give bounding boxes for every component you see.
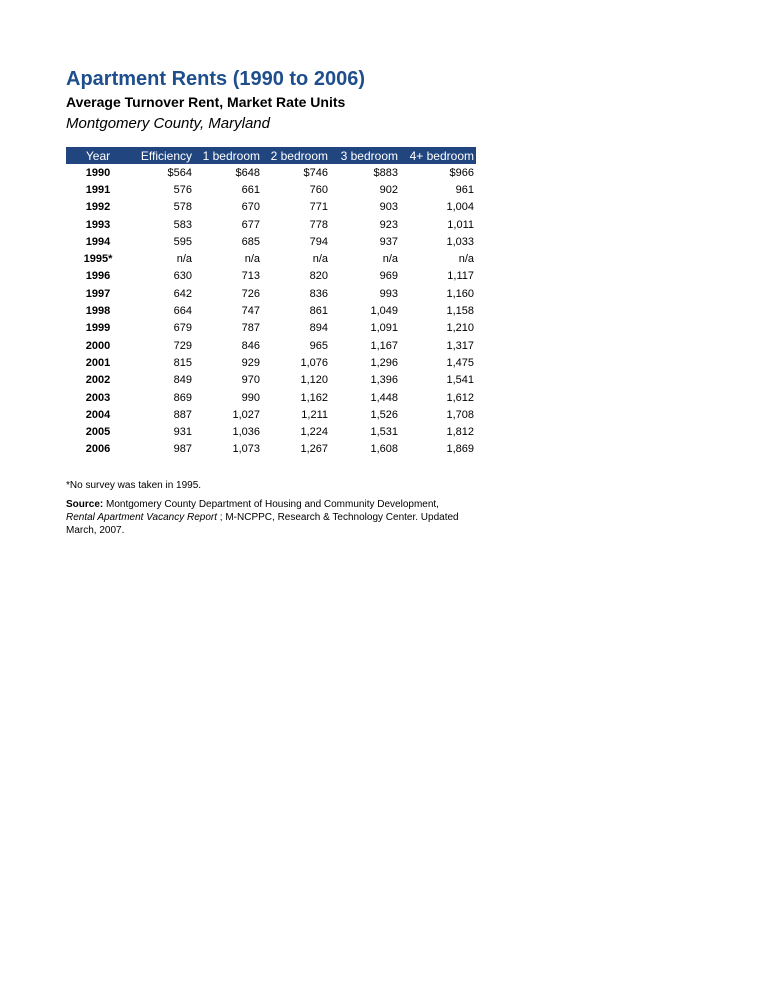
rent-cell: 969	[379, 270, 398, 283]
rent-cell: $648	[235, 166, 260, 179]
rent-cell: 1,049	[370, 305, 398, 318]
table-row	[66, 337, 476, 354]
year-cell: 1996	[85, 270, 111, 283]
rent-cell: 1,296	[370, 356, 398, 369]
rent-cell: 849	[173, 374, 192, 387]
rent-cell: 787	[241, 322, 260, 335]
rent-cell: 846	[241, 339, 260, 352]
page-subtitle: Average Turnover Rent, Market Rate Units	[66, 94, 346, 110]
rent-cell: 970	[241, 374, 260, 387]
source-label: Source:	[66, 499, 104, 511]
rent-cell: 820	[309, 270, 328, 283]
rent-cell: 1,076	[300, 356, 328, 369]
source-text-1: Montgomery County Department of Housing and Community Development,	[103, 499, 439, 511]
rent-cell: 1,117	[447, 270, 474, 283]
table-row	[66, 354, 476, 371]
table-row	[66, 216, 476, 233]
rent-cell: 583	[173, 218, 192, 231]
rent-cell: 664	[173, 305, 192, 318]
table-row	[66, 423, 476, 440]
rent-cell: $746	[303, 166, 328, 179]
rent-cell: 1,160	[446, 287, 474, 300]
rent-cell: 987	[173, 443, 192, 456]
year-cell: 1993	[85, 218, 111, 231]
rent-cell: 1,612	[446, 391, 474, 404]
year-cell: 1995*	[83, 253, 113, 266]
column-header: 4+ bedroom	[400, 147, 476, 164]
rent-cell: 961	[455, 183, 474, 196]
rent-cell: 836	[309, 287, 328, 300]
table-row	[66, 441, 476, 458]
rent-cell: 1,158	[446, 305, 474, 318]
column-header: 3 bedroom	[330, 147, 400, 164]
document-page	[66, 66, 486, 537]
year-cell: 1994	[85, 235, 111, 248]
table-header-row	[66, 147, 476, 164]
year-cell: 1998	[85, 305, 111, 318]
table-row	[66, 320, 476, 337]
year-cell: 2001	[85, 356, 111, 369]
rent-cell: 923	[379, 218, 398, 231]
table-row	[66, 199, 476, 216]
rent-cell: 771	[309, 201, 328, 214]
table-row	[66, 268, 476, 285]
rent-cell: $966	[449, 166, 474, 179]
rent-cell: 1,211	[301, 408, 328, 421]
year-cell: 1992	[85, 201, 111, 214]
rent-cell: 937	[379, 235, 398, 248]
rent-cell: 726	[241, 287, 260, 300]
source-text-2: ; M-NCPPC, Research & Technology Center. Updated March, 2007.	[66, 512, 459, 537]
rent-cell: 1,036	[232, 426, 260, 439]
rent-cell: 931	[173, 426, 192, 439]
rent-cell: 861	[309, 305, 328, 318]
rent-cell: 887	[173, 408, 192, 421]
rent-cell: 713	[241, 270, 260, 283]
column-header: Year	[66, 147, 130, 164]
rent-cell: 869	[173, 391, 192, 404]
rent-cell: 677	[241, 218, 260, 231]
rent-cell: 1,091	[370, 322, 398, 335]
rent-cell: 1,526	[370, 408, 398, 421]
table-row	[66, 372, 476, 389]
table-row	[66, 285, 476, 302]
rent-cell: 1,475	[446, 356, 474, 369]
table-row	[66, 302, 476, 319]
table-row	[66, 233, 476, 250]
location-label: Montgomery County, Maryland	[66, 115, 270, 132]
rent-cell: 815	[173, 356, 192, 369]
rent-cell: 685	[241, 235, 260, 248]
rent-cell: $883	[373, 166, 398, 179]
rent-cell: n/a	[458, 253, 474, 266]
rent-cell: 1,708	[446, 408, 474, 421]
year-cell: 1990	[85, 166, 111, 179]
rent-cell: 642	[173, 287, 192, 300]
rent-cell: 1,004	[446, 201, 474, 214]
table-row	[66, 406, 476, 423]
rent-cell: 576	[173, 183, 192, 196]
year-cell: 2005	[85, 426, 111, 439]
rent-cell: 578	[173, 201, 192, 214]
rent-cell: 1,531	[370, 426, 398, 439]
rent-cell: 1,073	[232, 443, 260, 456]
year-cell: 1999	[85, 322, 111, 335]
rent-cell: 630	[173, 270, 192, 283]
rent-cell: 595	[173, 235, 192, 248]
rent-cell: 747	[241, 305, 260, 318]
table-row	[66, 389, 476, 406]
rent-cell: 1,167	[370, 339, 398, 352]
rent-cell: 1,541	[446, 374, 474, 387]
column-header: 2 bedroom	[262, 147, 330, 164]
year-cell: 1991	[85, 183, 111, 196]
rent-cell: 670	[241, 201, 260, 214]
rent-cell: 1,869	[446, 443, 474, 456]
source-report-title: Rental Apartment Vacancy Report	[66, 512, 218, 524]
footnote: *No survey was taken in 1995.	[66, 480, 202, 492]
rent-cell: $564	[167, 166, 192, 179]
year-cell: 2003	[85, 391, 111, 404]
rent-cell: 903	[379, 201, 398, 214]
table-body	[66, 164, 476, 458]
page-title: Apartment Rents (1990 to 2006)	[66, 68, 365, 90]
table-row	[66, 250, 476, 267]
rent-cell: 990	[241, 391, 260, 404]
rent-cell: 1,011	[447, 218, 474, 231]
rent-cell: 1,396	[370, 374, 398, 387]
table-row	[66, 181, 476, 198]
rent-cell: 760	[309, 183, 328, 196]
rent-cell: 1,317	[446, 339, 474, 352]
rent-cell: 1,162	[300, 391, 328, 404]
rent-cell: 1,033	[446, 235, 474, 248]
column-header: Efficiency	[130, 147, 194, 164]
year-cell: 2000	[85, 339, 111, 352]
rent-cell: n/a	[244, 253, 260, 266]
rent-cell: 1,224	[300, 426, 328, 439]
rent-cell: 902	[379, 183, 398, 196]
rent-cell: 1,812	[446, 426, 474, 439]
rent-table	[66, 147, 476, 458]
rent-cell: n/a	[176, 253, 192, 266]
rent-cell: 778	[309, 218, 328, 231]
rent-cell: 894	[309, 322, 328, 335]
rent-cell: 1,448	[370, 391, 398, 404]
table-row	[66, 164, 476, 181]
rent-cell: 1,210	[446, 322, 474, 335]
rent-cell: 993	[379, 287, 398, 300]
rent-cell: 794	[309, 235, 328, 248]
rent-cell: 679	[173, 322, 192, 335]
rent-cell: 1,608	[370, 443, 398, 456]
year-cell: 2004	[85, 408, 111, 421]
rent-cell: 965	[309, 339, 328, 352]
year-cell: 2006	[85, 443, 111, 456]
rent-cell: 929	[241, 356, 260, 369]
rent-cell: 1,027	[232, 408, 260, 421]
year-cell: 1997	[85, 287, 111, 300]
column-header: 1 bedroom	[194, 147, 262, 164]
rent-cell: 729	[173, 339, 192, 352]
source-note	[66, 498, 476, 537]
rent-cell: n/a	[382, 253, 398, 266]
rent-cell: n/a	[312, 253, 328, 266]
rent-cell: 1,120	[300, 374, 328, 387]
year-cell: 2002	[85, 374, 111, 387]
rent-cell: 661	[241, 183, 260, 196]
rent-cell: 1,267	[300, 443, 328, 456]
